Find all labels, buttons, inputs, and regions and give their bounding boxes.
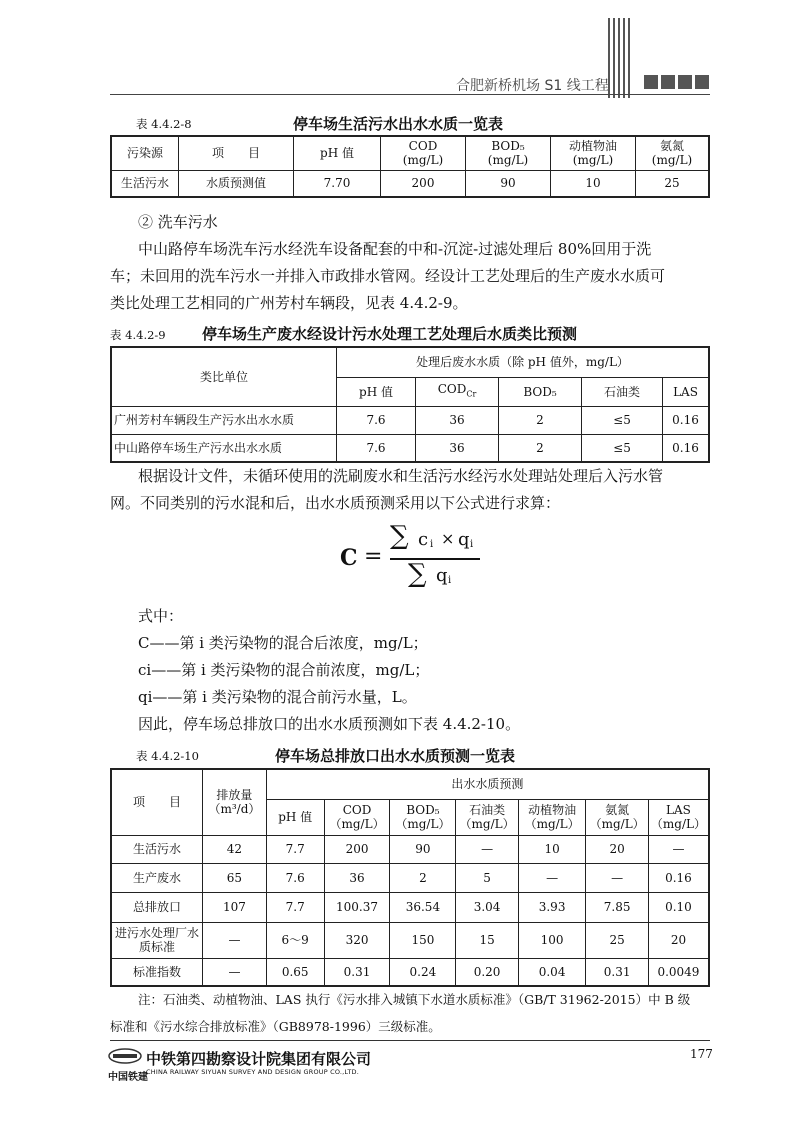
table2-title: 停车场生产废水经设计污水处理工艺处理后水质类比预测 bbox=[202, 325, 578, 343]
paragraph-line: 因此，停车场总排放口的出水水质预测如下表 4.4.2-10。 bbox=[138, 715, 521, 733]
table-cell: 0.31 bbox=[324, 958, 390, 986]
table-cell: 65 bbox=[203, 863, 267, 892]
table1-header: 动植物油 (mg/L) bbox=[551, 136, 636, 170]
table-row bbox=[111, 958, 709, 986]
table1-header: pH 值 bbox=[294, 136, 381, 170]
table3-header: 项 目 bbox=[111, 769, 203, 835]
section-heading: ② 洗车污水 bbox=[138, 213, 218, 231]
table-cell: 6～9 bbox=[266, 922, 324, 958]
table-cell: 0.16 bbox=[663, 434, 710, 462]
table-cell: 标准指数 bbox=[111, 958, 203, 986]
company-logo bbox=[108, 1048, 148, 1083]
paragraph-line: 式中： bbox=[138, 607, 184, 625]
table-cell: — bbox=[456, 835, 519, 863]
table-cell: 生活污水 bbox=[111, 170, 179, 197]
table1-caption: 表 4.4.2-8 bbox=[136, 117, 192, 131]
table-cell: 进污水处理厂水质标准 bbox=[111, 922, 203, 958]
table-cell: 7.6 bbox=[266, 863, 324, 892]
mixing-formula: C = ∑ c i × q i ∑ q i bbox=[340, 525, 500, 595]
company-name: 中铁第四勘察设计院集团有限公司 bbox=[146, 1050, 372, 1068]
table-cell: 生活污水 bbox=[111, 835, 203, 863]
table1-header: 氨氮 (mg/L) bbox=[636, 136, 710, 170]
table2-header: pH 值 bbox=[337, 377, 416, 406]
table-cell: 42 bbox=[203, 835, 267, 863]
header-title: 合肥新桥机场 S1 线工程 bbox=[456, 78, 609, 94]
table-cell: 200 bbox=[381, 170, 466, 197]
logo-text: 中国铁建 bbox=[108, 1072, 148, 1083]
table-cell: 10 bbox=[518, 835, 586, 863]
table-cell: 200 bbox=[324, 835, 390, 863]
table-cell: 20 bbox=[586, 835, 649, 863]
table-cell: 2 bbox=[499, 434, 582, 462]
table-cell: 100.37 bbox=[324, 892, 390, 922]
table-row bbox=[111, 892, 709, 922]
table3-header: pH 值 bbox=[266, 799, 324, 835]
paragraph-line: 中山路停车场洗车污水经洗车设备配套的中和-沉淀-过滤处理后 80%回用于洗 bbox=[138, 240, 652, 258]
table1-header: 项 目 bbox=[179, 136, 294, 170]
table-row bbox=[111, 835, 709, 863]
table-cell: 90 bbox=[390, 835, 456, 863]
table-cell: 0.16 bbox=[663, 406, 710, 434]
table3-header: 动植物油 （mg/L） bbox=[518, 799, 586, 835]
table-cell: 3.93 bbox=[518, 892, 586, 922]
table-cell: — bbox=[203, 958, 267, 986]
footer-rule bbox=[110, 1040, 710, 1041]
table-cell: 7.6 bbox=[337, 406, 416, 434]
table-cell: — bbox=[203, 922, 267, 958]
table-row bbox=[111, 434, 709, 462]
table3-caption: 表 4.4.2-10 bbox=[136, 749, 199, 763]
table-cell: 320 bbox=[324, 922, 390, 958]
table-cell: — bbox=[518, 863, 586, 892]
table-cell: 36 bbox=[324, 863, 390, 892]
table-cell: 0.16 bbox=[648, 863, 709, 892]
table-cell: 36 bbox=[416, 434, 499, 462]
definition-line: C——第 i 类污染物的混合后浓度，mg/L； bbox=[138, 634, 428, 652]
table-cell: 中山路停车场生产污水出水水质 bbox=[111, 434, 337, 462]
table2-header: 石油类 bbox=[582, 377, 663, 406]
table-cell: 0.24 bbox=[390, 958, 456, 986]
table-cell: 0.10 bbox=[648, 892, 709, 922]
table-cell: — bbox=[648, 835, 709, 863]
fraction-bar bbox=[390, 558, 480, 560]
table-row bbox=[111, 922, 709, 958]
table1-header: 污染源 bbox=[111, 136, 179, 170]
table-cell: 15 bbox=[456, 922, 519, 958]
table-cell: ≤5 bbox=[582, 406, 663, 434]
table2-header: $COD_{Cr}$ bbox=[416, 377, 499, 406]
table2-header: LAS bbox=[663, 377, 710, 406]
table3-header: COD （mg/L） bbox=[324, 799, 390, 835]
table-cell: 100 bbox=[518, 922, 586, 958]
header-square-icon bbox=[695, 75, 709, 89]
table-cell: 水质预测值 bbox=[179, 170, 294, 197]
table2-header: BOD₅ bbox=[499, 377, 582, 406]
table-cell: 7.7 bbox=[266, 835, 324, 863]
table-cell: 107 bbox=[203, 892, 267, 922]
table-cell: 36.54 bbox=[390, 892, 456, 922]
paragraph-line: 类比处理工艺相同的广州芳村车辆段，见表 4.4.2-9。 bbox=[110, 294, 468, 312]
table3-group-header: 出水水质预测 bbox=[266, 769, 709, 799]
paragraph-line: 根据设计文件，未循环使用的洗刷废水和生活污水经污水处理站处理后入污水管 bbox=[138, 467, 664, 485]
table-cell: 0.04 bbox=[518, 958, 586, 986]
table-cell: 总排放口 bbox=[111, 892, 203, 922]
table-cell: 25 bbox=[636, 170, 710, 197]
table3-header: 氨氮 （mg/L） bbox=[586, 799, 649, 835]
table1 bbox=[110, 135, 710, 198]
header-decoration-bars bbox=[608, 18, 638, 98]
paragraph-line: 网。不同类别的污水混和后，出水水质预测采用以下公式进行求算： bbox=[110, 494, 561, 512]
table-cell: 0.31 bbox=[586, 958, 649, 986]
table-cell: 25 bbox=[586, 922, 649, 958]
table-cell: 0.65 bbox=[266, 958, 324, 986]
table1-header: COD (mg/L) bbox=[381, 136, 466, 170]
table1-header: BOD₅ (mg/L) bbox=[466, 136, 551, 170]
table-cell: 7.70 bbox=[294, 170, 381, 197]
header-square-icon bbox=[678, 75, 692, 89]
header-square-icon bbox=[661, 75, 675, 89]
table-cell: 生产废水 bbox=[111, 863, 203, 892]
table-cell: 10 bbox=[551, 170, 636, 197]
definition-line: qi——第 i 类污染物的混合前污水量，L。 bbox=[138, 688, 417, 706]
table3-header: LAS （mg/L） bbox=[648, 799, 709, 835]
table-cell: — bbox=[586, 863, 649, 892]
table-note: 标准和《污水综合排放标准》（GB8978-1996）三级标准。 bbox=[110, 1019, 441, 1034]
table-cell: 150 bbox=[390, 922, 456, 958]
table-cell: 90 bbox=[466, 170, 551, 197]
table1-title: 停车场生活污水出水水质一览表 bbox=[293, 115, 504, 133]
table3-header: BOD₅ （mg/L） bbox=[390, 799, 456, 835]
table-cell: ≤5 bbox=[582, 434, 663, 462]
table-cell: 广州芳村车辆段生产污水出水水质 bbox=[111, 406, 337, 434]
table-cell: 36 bbox=[416, 406, 499, 434]
table-row bbox=[111, 863, 709, 892]
table2-caption: 表 4.4.2-9 bbox=[110, 328, 166, 342]
table2-header: 类比单位 bbox=[111, 347, 337, 406]
table-cell: 0.0049 bbox=[648, 958, 709, 986]
table-cell: 2 bbox=[499, 406, 582, 434]
table-cell: 7.85 bbox=[586, 892, 649, 922]
table3-header: 石油类 （mg/L） bbox=[456, 799, 519, 835]
table-row bbox=[111, 170, 709, 197]
table-note: 注：石油类、动植物油、LAS 执行《污水排入城镇下水道水质标准》（GB/T 31962-2015）中 B 级 bbox=[138, 992, 691, 1007]
table3-header: 排放量 （m³/d） bbox=[203, 769, 267, 835]
table-row bbox=[111, 406, 709, 434]
page-number: 177 bbox=[690, 1047, 713, 1061]
paragraph-line: 车；未回用的洗车污水一并排入市政排水管网。经设计工艺处理后的生产废水水质可 bbox=[110, 267, 666, 285]
header-rule bbox=[110, 94, 710, 95]
table-cell: 7.6 bbox=[337, 434, 416, 462]
table-cell: 20 bbox=[648, 922, 709, 958]
table-cell: 0.20 bbox=[456, 958, 519, 986]
table3-title: 停车场总排放口出水水质预测一览表 bbox=[275, 747, 516, 765]
table-cell: 5 bbox=[456, 863, 519, 892]
table-cell: 7.7 bbox=[266, 892, 324, 922]
definition-line: ci——第 i 类污染物的混合前浓度，mg/L； bbox=[138, 661, 430, 679]
table-cell: 2 bbox=[390, 863, 456, 892]
crcc-logo-icon bbox=[108, 1048, 142, 1064]
table2-group-header: 处理后废水水质（除 pH 值外，mg/L） bbox=[337, 347, 710, 377]
company-name-en: CHINA RAILWAY SIYUAN SURVEY AND DESIGN GROUP CO.,LTD. bbox=[146, 1068, 359, 1076]
table-cell: 3.04 bbox=[456, 892, 519, 922]
table2 bbox=[110, 346, 710, 463]
table3 bbox=[110, 768, 710, 987]
header-square-icon bbox=[644, 75, 658, 89]
